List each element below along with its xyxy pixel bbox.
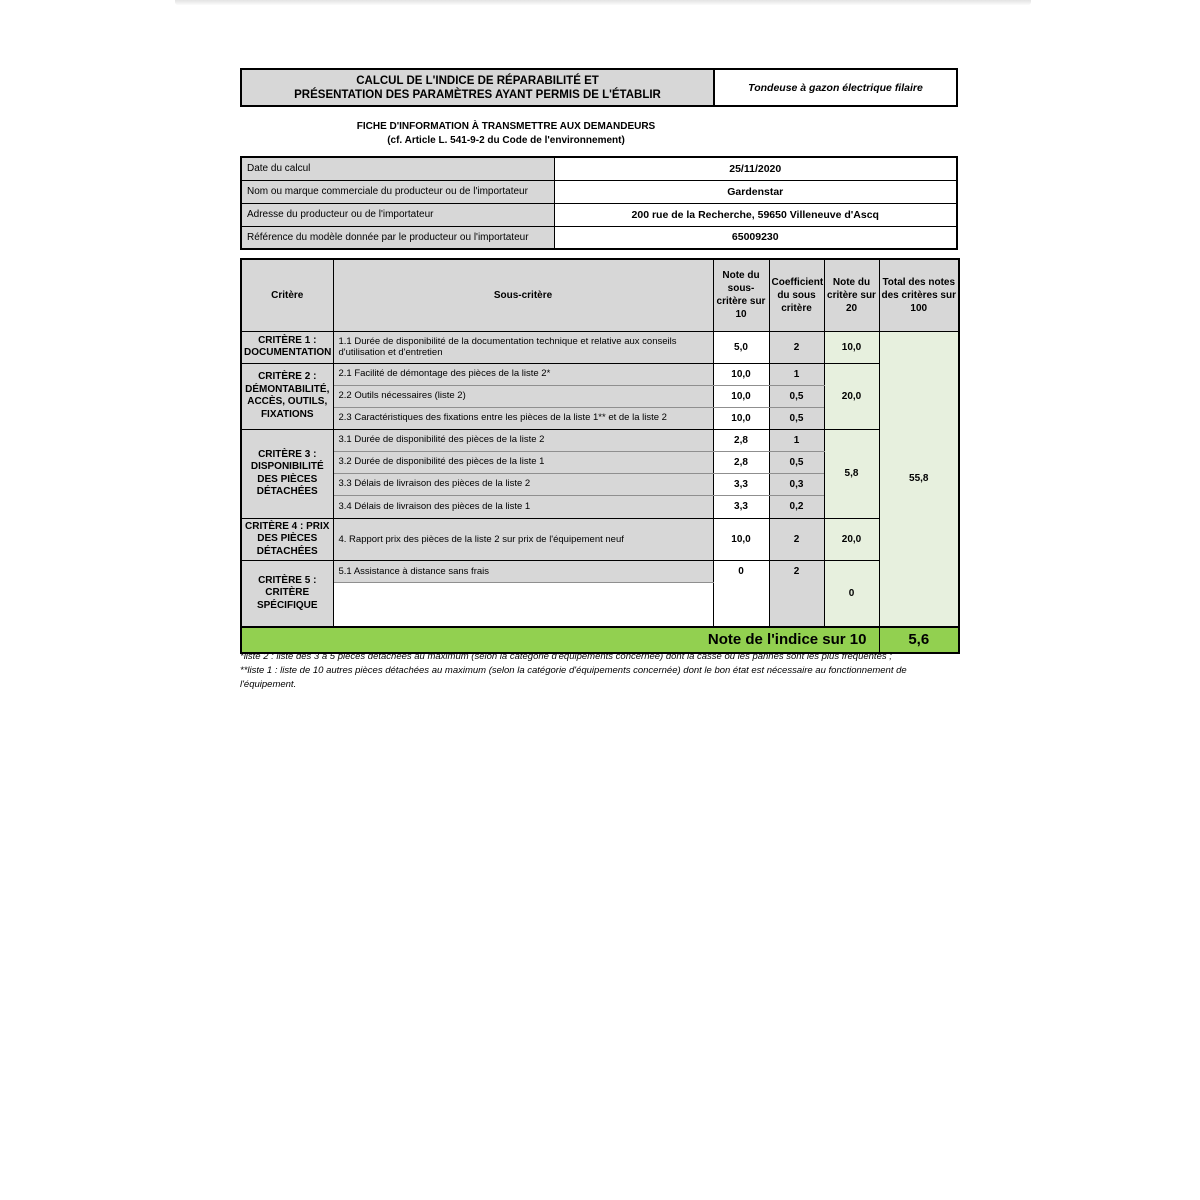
subheader-line1: FICHE D'INFORMATION À TRANSMETTRE AUX DEMANDEURS <box>356 121 656 132</box>
coeff-2-2: 0,5 <box>769 385 824 407</box>
col-header-note-sous-critere: Note du sous-critère sur 10 <box>713 259 769 331</box>
subcriterion-3-4: 3.4 Délais de livraison des pièces de la liste 1 <box>333 495 713 518</box>
score20-criterion-3: 5,8 <box>824 429 879 518</box>
info-value-model-ref: 65009230 <box>554 226 957 249</box>
coeff-3-2: 0,5 <box>769 451 824 473</box>
subcriterion-2-2: 2.2 Outils nécessaires (liste 2) <box>333 385 713 407</box>
footnotes <box>240 650 960 692</box>
document-title-line1: CALCUL DE L'INDICE DE RÉPARABILITÉ ET <box>356 74 599 87</box>
criterion-2-label: CRITÈRE 2 : DÉMONTABILITÉ, ACCÈS, OUTILS, FIXATIONS <box>241 363 333 429</box>
table-row <box>241 331 959 363</box>
score20-criterion-1: 10,0 <box>824 331 879 363</box>
document-title-line2: PRÉSENTATION DES PARAMÈTRES AYANT PERMIS DE L'ÉTABLIR <box>294 88 661 101</box>
criteria-header-row <box>241 259 959 331</box>
table-row <box>241 561 959 583</box>
product-category: Tondeuse à gazon électrique filaire <box>715 70 956 105</box>
subheader <box>240 120 772 148</box>
coeff-2-3: 0,5 <box>769 407 824 429</box>
info-label-address: Adresse du producteur ou de l'importateur <box>241 203 554 226</box>
subcriterion-2-1: 2.1 Facilité de démontage des pièces de la liste 2* <box>333 363 713 385</box>
index-row <box>241 627 959 653</box>
info-row-date <box>241 157 957 180</box>
col-header-sous-critere: Sous-critère <box>333 259 713 331</box>
col-header-critere: Critère <box>241 259 333 331</box>
info-label-brand: Nom ou marque commerciale du producteur ou de l'importateur <box>241 180 554 203</box>
note-1-1: 5,0 <box>713 331 769 363</box>
info-row-address <box>241 203 957 226</box>
note-2-3: 10,0 <box>713 407 769 429</box>
index-value: 5,6 <box>879 627 959 653</box>
subcriterion-1-1: 1.1 Durée de disponibilité de la documentation technique et relative aux conseils d'utilisation et d'entretien <box>333 331 713 363</box>
criterion-5-label: CRITÈRE 5 : CRITÈRE SPÉCIFIQUE <box>241 561 333 627</box>
score20-criterion-2: 20,0 <box>824 363 879 429</box>
subcriterion-3-2: 3.2 Durée de disponibilité des pièces de la liste 1 <box>333 451 713 473</box>
coeff-3-4: 0,2 <box>769 495 824 518</box>
note-2-2: 10,0 <box>713 385 769 407</box>
subcriterion-4: 4. Rapport prix des pièces de la liste 2 sur prix de l'équipement neuf <box>333 518 713 561</box>
document-title <box>242 70 715 105</box>
page-edge-shadow <box>175 0 1031 5</box>
footnote-liste-2: *liste 2 : liste des 3 à 5 pièces détachées au maximum (selon la catégorie d'équipements concernée) dont la casse ou les pannes sont les plus fréquentes ; <box>240 651 892 662</box>
criterion-3-label: CRITÈRE 3 : DISPONIBILITÉ DES PIÈCES DÉTACHÉES <box>241 429 333 518</box>
coeff-5-1: 2 <box>769 561 824 627</box>
score20-criterion-4: 20,0 <box>824 518 879 561</box>
subcriterion-5-1: 5.1 Assistance à distance sans frais <box>333 561 713 583</box>
coeff-1-1: 2 <box>769 331 824 363</box>
total-score-100: 55,8 <box>879 331 959 627</box>
table-row <box>241 429 959 451</box>
score20-criterion-5: 0 <box>824 561 879 627</box>
note-3-3: 3,3 <box>713 473 769 495</box>
index-label: Note de l'indice sur 10 <box>241 627 879 653</box>
document-header <box>240 68 958 107</box>
note-4: 10,0 <box>713 518 769 561</box>
col-header-coefficient: Coefficient du sous critère <box>769 259 824 331</box>
note-3-1: 2,8 <box>713 429 769 451</box>
subcriterion-3-3: 3.3 Délais de livraison des pièces de la liste 2 <box>333 473 713 495</box>
coeff-4: 2 <box>769 518 824 561</box>
criteria-table <box>240 258 960 654</box>
info-label-date: Date du calcul <box>241 157 554 180</box>
table-row <box>241 363 959 385</box>
info-value-brand: Gardenstar <box>554 180 957 203</box>
subheader-line2: (cf. Article L. 541-9-2 du Code de l'environnement) <box>387 135 625 146</box>
subcriterion-2-3: 2.3 Caractéristiques des fixations entre les pièces de la liste 1** et de la liste 2 <box>333 407 713 429</box>
info-row-brand <box>241 180 957 203</box>
info-table <box>240 156 958 250</box>
col-header-note-critere: Note du critère sur 20 <box>824 259 879 331</box>
coeff-3-3: 0,3 <box>769 473 824 495</box>
criterion-1-label: CRITÈRE 1 : DOCUMENTATION <box>241 331 333 363</box>
subcriterion-5-empty <box>333 583 713 627</box>
note-3-4: 3,3 <box>713 495 769 518</box>
note-5-1: 0 <box>713 561 769 627</box>
table-row <box>241 518 959 561</box>
criterion-4-label: CRITÈRE 4 : PRIX DES PIÈCES DÉTACHÉES <box>241 518 333 561</box>
info-row-model-ref <box>241 226 957 249</box>
note-3-2: 2,8 <box>713 451 769 473</box>
info-value-address: 200 rue de la Recherche, 59650 Villeneuve d'Ascq <box>554 203 957 226</box>
col-header-total: Total des notes des critères sur 100 <box>879 259 959 331</box>
note-2-1: 10,0 <box>713 363 769 385</box>
info-label-model-ref: Référence du modèle donnée par le producteur ou l'importateur <box>241 226 554 249</box>
info-value-date: 25/11/2020 <box>554 157 957 180</box>
subcriterion-3-1: 3.1 Durée de disponibilité des pièces de la liste 2 <box>333 429 713 451</box>
coeff-2-1: 1 <box>769 363 824 385</box>
footnote-liste-1: **liste 1 : liste de 10 autres pièces détachées au maximum (selon la catégorie d'équipements concernée) dont le bon état est nécessaire au fonctionnement de l'équipement. <box>240 665 907 690</box>
coeff-3-1: 1 <box>769 429 824 451</box>
